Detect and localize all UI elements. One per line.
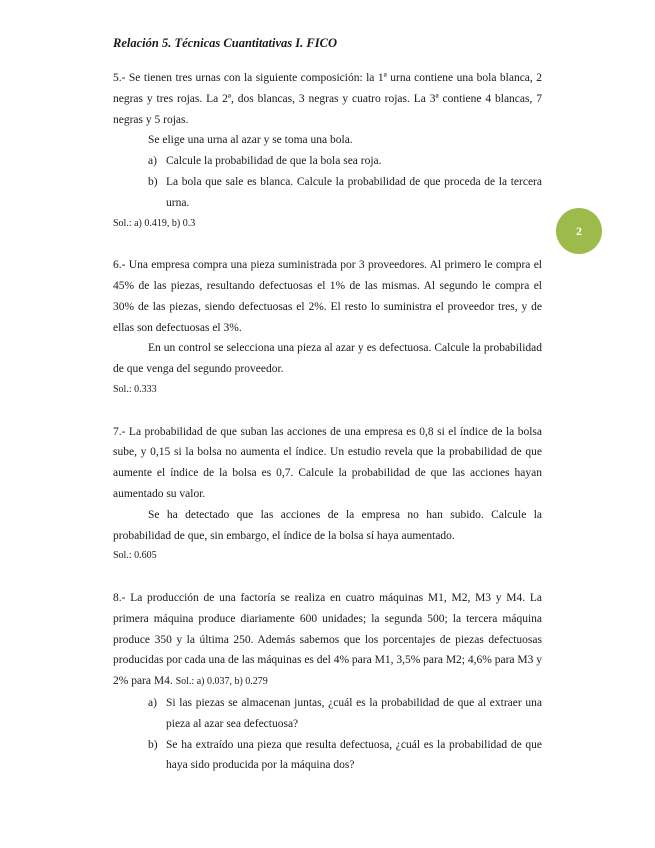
problem-item <box>113 735 542 777</box>
problem-item <box>113 693 542 735</box>
problem-statement: 6.- Una empresa compra una pieza suministrada por 3 proveedores. Al primero le compra el 45% de las piezas, resultando defectuosas el 1% de las mismas. Al segundo le compra el 30% de las piezas, siendo defectuosas el 2%. El resto lo suministra el proveedor tres, y de ellas son defectuosas el 3%. <box>113 259 542 334</box>
solution: Sol.: 0.605 <box>113 550 157 562</box>
document-header: Relación 5. Técnicas Cuantitativas I. FICO <box>113 36 337 50</box>
problem-items <box>113 151 542 213</box>
problem-item <box>113 151 542 172</box>
problem-followup: Se elige una urna al azar y se toma una bola. <box>148 134 353 147</box>
item-marker: b) <box>148 738 158 751</box>
item-marker: b) <box>148 175 158 188</box>
problem-text: 8.- La producción de una factoría se realiza en cuatro máquinas M1, M2, M3 y M4. La primera máquina produce diariamente 600 unidades; la segunda 500; la tercera máquina produce 350 y la última 250. Además sabemos que los porcentajes de piezas defectuosas producidas por cada una de las máquinas es del 4% para M1, 3,5% para M2; 4,6% para M3 y 2% para M4. <box>113 591 542 688</box>
page-number-badge: 2 <box>556 208 602 254</box>
problem-followup: Se ha detectado que las acciones de la empresa no han subido. Calcule la probabilidad de que, sin embargo, el índice de la bolsa sí haya aumentado. <box>113 508 542 542</box>
problem-7 <box>113 422 542 568</box>
problem-items <box>113 693 542 776</box>
problem-statement: 5.- Se tienen tres urnas con la siguiente composición: la 1ª urna contiene una bola blanca, 2 negras y tres rojas. La 2ª, dos blancas, 3 negras y cuatro rojas. La 3ª contiene 4 blancas, 7 negras y 5 rojas. <box>113 72 542 126</box>
item-marker: a) <box>148 696 157 709</box>
item-text: Calcule la probabilidad de que la bola sea roja. <box>166 155 382 168</box>
problem-statement <box>113 588 542 693</box>
problem-5 <box>113 68 542 234</box>
solution: Sol.: a) 0.037, b) 0.279 <box>175 676 268 688</box>
problem-6 <box>113 255 542 401</box>
solution: Sol.: 0.333 <box>113 383 157 395</box>
problem-item <box>113 172 542 214</box>
item-text: La bola que sale es blanca. Calcule la probabilidad de que proceda de la tercera urna. <box>166 175 542 209</box>
document-body <box>113 68 542 797</box>
item-marker: a) <box>148 155 157 168</box>
problem-followup: En un control se selecciona una pieza al azar y es defectuosa. Calcule la probabilidad de que venga del segundo proveedor. <box>113 342 542 376</box>
solution: Sol.: a) 0.419, b) 0.3 <box>113 217 196 229</box>
item-text: Si las piezas se almacenan juntas, ¿cuál es la probabilidad de que al extraer una pieza al azar sea defectuosa? <box>166 696 542 730</box>
problem-8 <box>113 588 542 776</box>
item-text: Se ha extraído una pieza que resulta defectuosa, ¿cuál es la probabilidad de que haya sido producida por la máquina dos? <box>166 738 542 772</box>
problem-statement: 7.- La probabilidad de que suban las acciones de una empresa es 0,8 si el índice de la bolsa sube, y 0,15 si la bolsa no aumenta el índice. Un estudio revela que la probabilidad de que aumente el índice de la bolsa es 0,7. Calcule la probabilidad de que las acciones hayan aumentado su valor. <box>113 425 542 500</box>
